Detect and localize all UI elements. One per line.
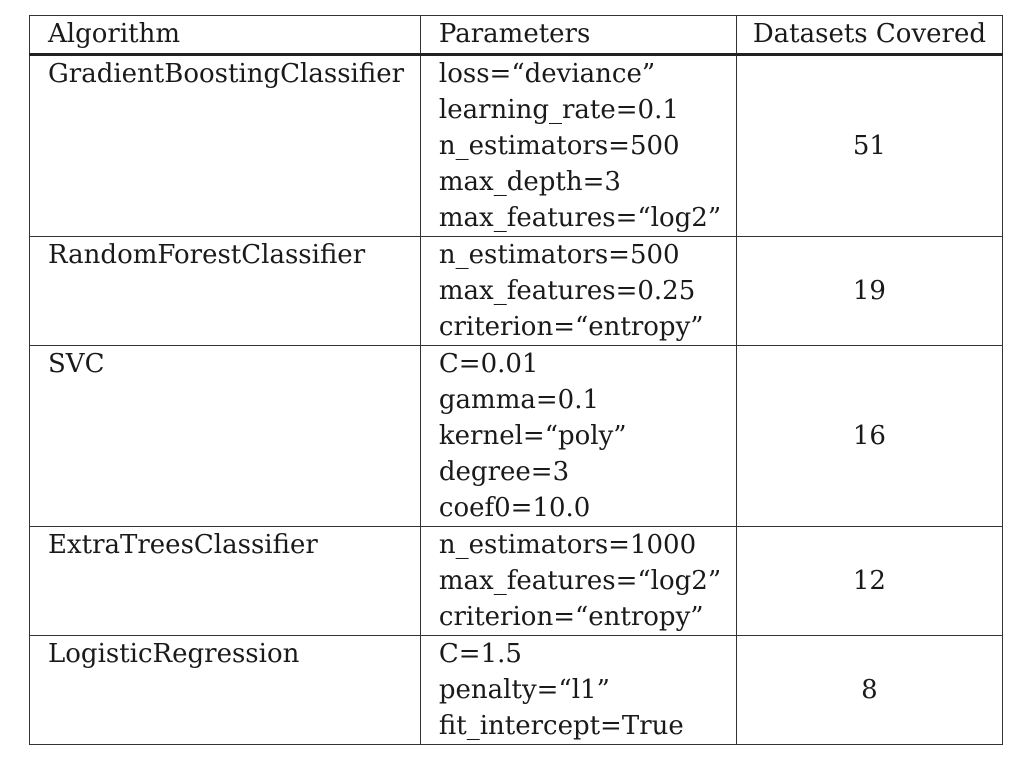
table-row [30, 527, 1003, 636]
parameter-line: max_features=0.25 [438, 276, 696, 306]
datasets-covered-cell: 12 [736, 527, 1002, 636]
parameter-line: max_features=“log2” [438, 203, 722, 233]
parameters-cell [420, 636, 736, 745]
header-algorithm: Algorithm [30, 16, 421, 55]
datasets-covered-cell: 51 [736, 55, 1002, 237]
algorithm-cell: LogisticRegression [30, 636, 421, 745]
parameters-cell [420, 237, 736, 346]
parameter-line: gamma=0.1 [438, 385, 599, 415]
parameter-line: n_estimators=1000 [438, 530, 697, 560]
datasets-covered-cell: 16 [736, 346, 1002, 527]
header-row [30, 16, 1003, 55]
parameters-cell [420, 527, 736, 636]
parameter-line: criterion=“entropy” [438, 602, 704, 632]
parameters-cell [420, 55, 736, 237]
parameter-line: n_estimators=500 [438, 240, 680, 270]
header-parameters: Parameters [420, 16, 736, 55]
parameter-line: C=1.5 [438, 639, 522, 669]
table-row [30, 237, 1003, 346]
algorithm-cell: RandomForestClassifier [30, 237, 421, 346]
table-row [30, 55, 1003, 237]
datasets-covered-cell: 19 [736, 237, 1002, 346]
parameter-line: degree=3 [438, 457, 570, 487]
table-row [30, 346, 1003, 527]
datasets-covered-cell: 8 [736, 636, 1002, 745]
table-row [30, 636, 1003, 745]
parameter-line: coef0=10.0 [438, 493, 591, 523]
parameters-cell [420, 346, 736, 527]
parameter-line: max_features=“log2” [438, 566, 722, 596]
parameter-line: learning_rate=0.1 [438, 95, 679, 125]
algorithm-cell: ExtraTreesClassifier [30, 527, 421, 636]
algorithm-cell: SVC [30, 346, 421, 527]
table-body [30, 55, 1003, 745]
parameter-line: fit_intercept=True [438, 711, 684, 741]
table-header [30, 16, 1003, 55]
header-datasets-covered: Datasets Covered [736, 16, 1002, 55]
parameter-line: C=0.01 [438, 349, 539, 379]
parameter-line: criterion=“entropy” [438, 312, 704, 342]
parameter-line: loss=“deviance” [438, 59, 656, 89]
algorithm-cell: GradientBoostingClassifier [30, 55, 421, 237]
parameter-line: n_estimators=500 [438, 131, 680, 161]
parameter-line: max_depth=3 [438, 167, 621, 197]
parameter-line: penalty=“l1” [438, 675, 610, 705]
algorithm-table [29, 15, 1003, 745]
parameter-line: kernel=“poly” [438, 421, 627, 451]
